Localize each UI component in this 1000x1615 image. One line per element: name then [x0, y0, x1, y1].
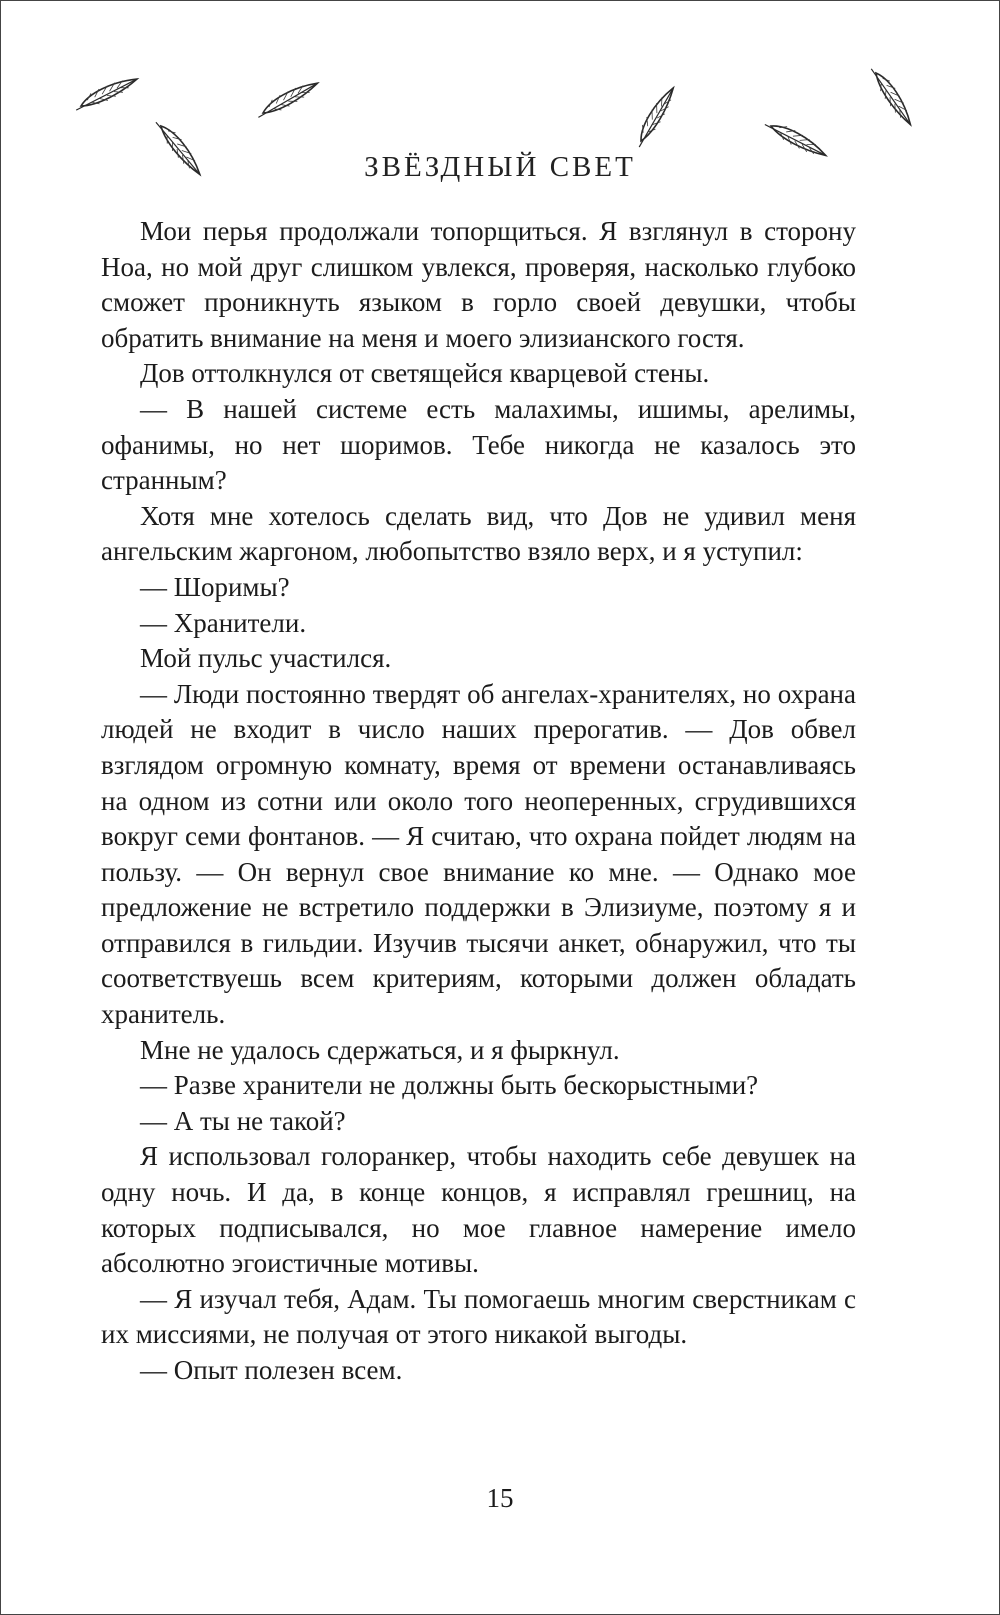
paragraph: — Люди постоянно твердят об ангелах-хранителях, но охрана людей не входит в число наших прерогатив. — Дов обвел взглядом огромную комнату, время от времени останавливаясь на одном из сотни или около того неоперенных, сгрудившихся вокруг семи фонтанов. — Я считаю, что охрана пойдет людям на пользу. — Он вернул свое внимание ко мне. — Однако мое предложение не встретило поддержки в Элизиуме, поэтому я и отправился в гильдии. Изучив тысячи анкет, обнаружил, что ты соответствуешь всем критериям, которыми должен обладать хранитель.: [101, 678, 856, 1030]
feather-icon: [72, 74, 140, 112]
paragraph: Я использовал голоранкер, чтобы находить себе девушек на одну ночь. И да, в конце концов, я исправлял грешниц, на которых подписывался, но мое главное намерение имело абсолютно эгоистичные мотивы.: [101, 1141, 856, 1279]
feather-icon: [869, 63, 915, 129]
paragraph: — Разве хранители не должны быть бескорыстными?: [140, 1070, 759, 1101]
feather-icon: [630, 85, 680, 149]
paragraph: — В нашей системе есть малахимы, ишимы, арелимы, офанимы, но нет шоримов. Тебе никогда не казалось это странным?: [101, 393, 856, 496]
paragraph: Мой пульс участился.: [140, 643, 392, 674]
paragraph: — Шоримы?: [140, 571, 290, 602]
body-text: [101, 214, 856, 1389]
feather-icon: [254, 79, 322, 120]
paragraph: Мои перья продолжали топорщиться. Я взглянул в сторону Ноа, но мой друг слишком увлекся, проверяя, насколько глубоко сможет проникнуть языком в горло своей девушки, чтобы обратить внимание на меня и моего элизианского гостя.: [101, 216, 856, 353]
page-number: 15: [486, 1483, 514, 1513]
paragraph: Мне не удалось сдержаться, и я фыркнул.: [140, 1034, 620, 1065]
paragraph: — Опыт полезен всем.: [140, 1355, 403, 1385]
feather-ornaments: [1, 1, 1000, 221]
paragraph: — Хранители.: [140, 607, 307, 638]
paragraph: — Я изучал тебя, Адам. Ты помогаешь многим сверстникам с их миссиями, не получая от этого никакой выгоды.: [101, 1283, 856, 1350]
paragraph: Хотя мне хотелось сделать вид, что Дов не удивил меня ангельским жаргоном, любопытство взяло верх, и я уступил:: [101, 500, 856, 567]
running-title: ЗВЁЗДНЫЙ СВЕТ: [364, 151, 636, 183]
paragraph: Дов оттолкнулся от светящейся кварцевой стены.: [140, 358, 710, 389]
paragraph: — А ты не такой?: [140, 1105, 346, 1136]
